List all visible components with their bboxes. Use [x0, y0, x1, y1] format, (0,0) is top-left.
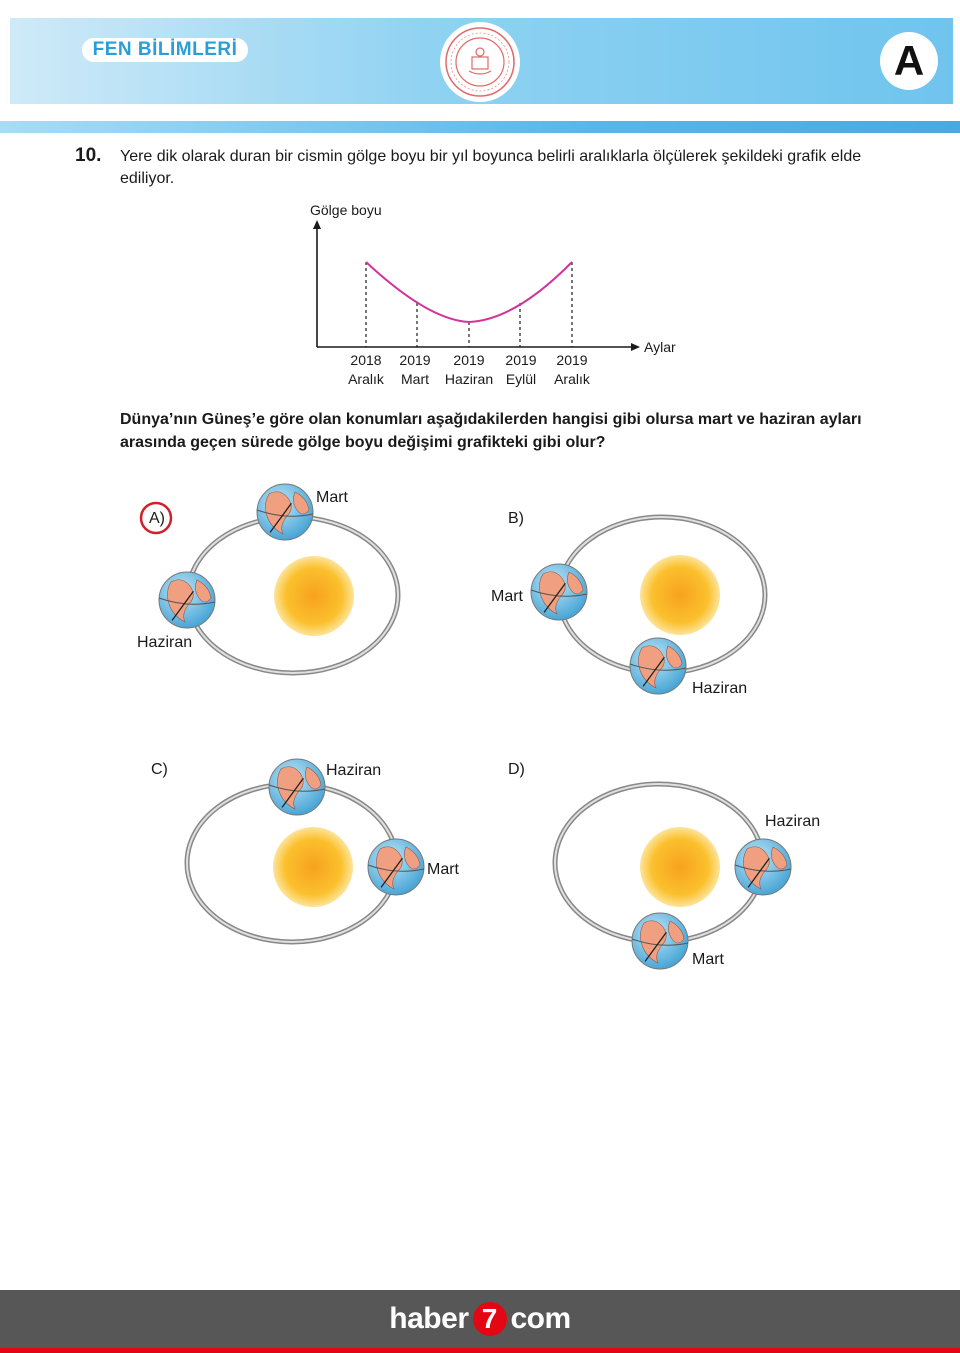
option-c-label: C) [151, 761, 168, 778]
tick-month-1: Aralık [348, 371, 384, 387]
earth-label-d2: Mart [692, 951, 724, 968]
booklet-letter: A [880, 32, 938, 90]
footer-accent-line [0, 1348, 960, 1353]
tick-month-2: Mart [401, 371, 429, 387]
orbit-diagram-c [130, 750, 470, 960]
orbit-diagram-a [130, 480, 430, 700]
earth-icon [257, 482, 313, 542]
tick-year-3: 2019 [453, 352, 485, 368]
option-a[interactable] [130, 480, 430, 700]
option-a-label: A) [149, 510, 165, 527]
header-underline [0, 121, 960, 133]
ministry-seal-icon [439, 21, 521, 103]
tick-month-4: Eylül [505, 371, 537, 387]
orbit-diagram-d [480, 750, 840, 980]
earth-icon [368, 837, 424, 897]
graph-ylabel: Gölge boyu [310, 202, 382, 218]
brand-left: haber [389, 1302, 469, 1335]
brand-right: com [510, 1302, 571, 1335]
earth-icon [630, 636, 686, 696]
option-c[interactable] [130, 750, 470, 960]
question-number: 10. [75, 145, 102, 166]
earth-icon [632, 911, 688, 971]
tick-year-1: 2018 [350, 352, 382, 368]
earth-icon [735, 837, 791, 897]
sun-icon [640, 555, 720, 635]
tick-year-5: 2019 [556, 352, 588, 368]
tick-month-3: Haziran [444, 371, 494, 387]
earth-label-c1: Haziran [326, 762, 382, 779]
tick-year-2: 2019 [399, 352, 431, 368]
earth-label-b2: Haziran [692, 680, 748, 697]
shadow-length-graph [300, 195, 700, 395]
sun-icon [273, 827, 353, 907]
earth-label-b1: Mart [491, 588, 523, 605]
earth-icon [269, 757, 325, 817]
earth-label-a2: Haziran [137, 634, 193, 651]
graph-y-arrow [313, 220, 321, 229]
question-text: Yere dik olarak duran bir cismin gölge boyu bir yıl boyunca belirli aralıklarla ölçülerek şekildeki grafik elde ediliyor. [120, 148, 862, 187]
option-b-label: B) [508, 510, 524, 527]
graph-guides [366, 262, 572, 347]
tick-month-5: Aralık [554, 371, 590, 387]
earth-icon [531, 562, 587, 622]
tick-year-4: 2019 [505, 352, 537, 368]
earth-label-c2: Mart [427, 861, 459, 878]
earth-icon [159, 570, 215, 630]
option-b[interactable] [480, 500, 800, 710]
sun-icon [640, 827, 720, 907]
question-prompt: Dünya’nın Güneş’e göre olan konumları aşağıdakilerden hangisi gibi olursa mart ve haziran ayları arasında geçen sürede gölge boyu değişimi grafikteki gibi olur? [120, 411, 862, 451]
sun-icon [274, 556, 354, 636]
graph-x-arrow [631, 343, 640, 351]
option-d[interactable] [480, 750, 840, 980]
graph-xlabel: Aylar [644, 339, 676, 355]
earth-label-a1: Mart [316, 489, 348, 506]
brand-logo [0, 1290, 960, 1348]
orbit-diagram-b [480, 500, 800, 710]
shadow-curve [366, 262, 572, 322]
option-d-label: D) [508, 761, 525, 778]
subject-badge: FEN BİLİMLERİ [82, 38, 248, 62]
earth-label-d1: Haziran [765, 813, 821, 830]
brand-number-badge: 7 [473, 1302, 507, 1336]
